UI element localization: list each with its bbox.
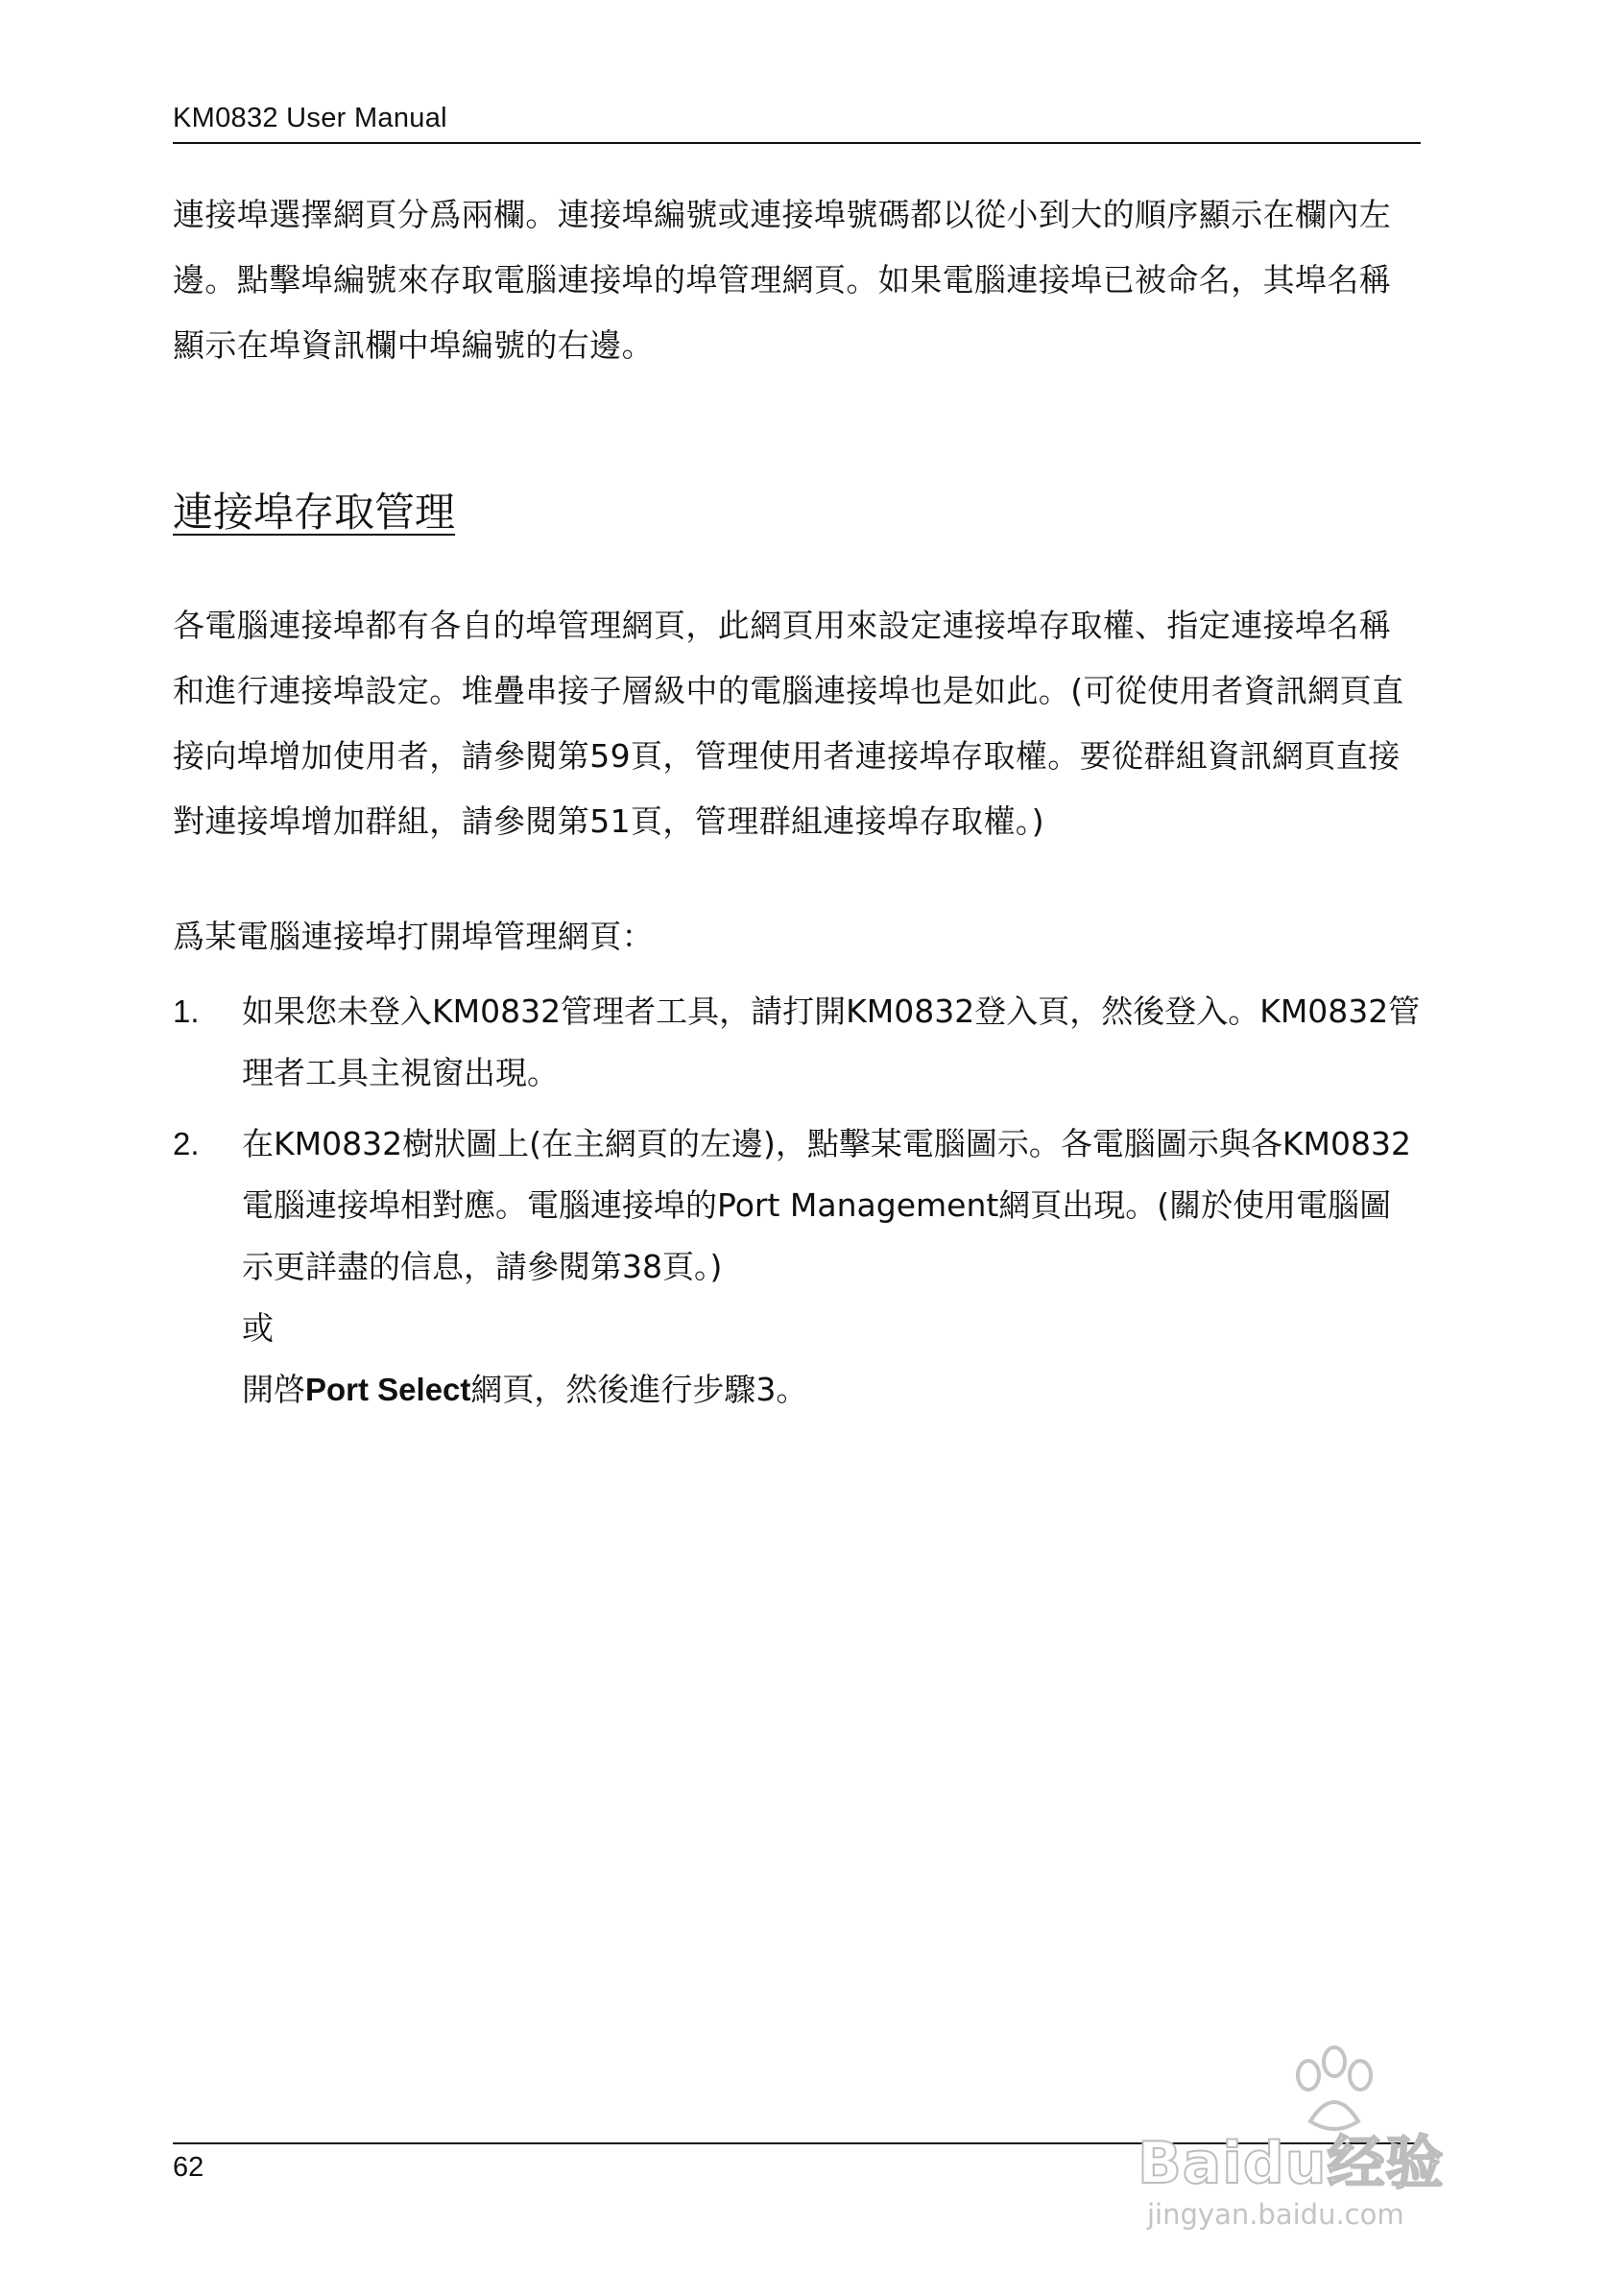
watermark-url: jingyan.baidu.com bbox=[1147, 2198, 1404, 2231]
watermark-brand: Baidu经验 bbox=[1138, 2130, 1445, 2197]
page-header bbox=[173, 100, 1421, 144]
step-alternative bbox=[242, 1359, 1421, 1421]
baidu-watermark bbox=[1138, 2045, 1521, 2236]
section-paragraph: 各電腦連接埠都有各自的埠管理網頁，此網頁用來設定連接埠存取權、指定連接埠名稱和進行連接埠設定。堆疊串接子層級中的電腦連接埠也是如此。(可從使用者資訊網頁直接向埠增加使用者，請參閱第59頁，管理使用者連接埠存取權。要從群組資訊網頁直接對連接埠增加群組，請參閱第51頁，管理群組連接埠存取權。) bbox=[173, 607, 1404, 840]
step-number: 1. bbox=[173, 993, 200, 1029]
paw-icon bbox=[1282, 2045, 1387, 2141]
section-heading: 連接埠存取管理 bbox=[173, 489, 456, 536]
step-text: 在KM0832樹狀圖上(在主網頁的左邊)，點擊某電腦圖示。各電腦圖示與各KM0832電腦連接埠相對應。電腦連接埠的Port Management網頁出現。(關於使用電腦圖示更詳盡的信息，請參閱第38頁。) bbox=[242, 1125, 1411, 1285]
step-number: 2. bbox=[173, 1126, 200, 1161]
page-content bbox=[173, 182, 1421, 1430]
manual-title: KM0832 User Manual bbox=[173, 103, 447, 133]
intro-paragraph: 連接埠選擇網頁分爲兩欄。連接埠編號或連接埠號碼都以從小到大的順序顯示在欄內左邊。點擊埠編號來存取電腦連接埠的埠管理網頁。如果電腦連接埠已被命名，其埠名稱顯示在埠資訊欄中埠編號的右邊。 bbox=[173, 196, 1392, 364]
step-text: 如果您未登入KM0832管理者工具，請打開KM0832登入頁，然後登入。KM0832管理者工具主視窗出現。 bbox=[242, 993, 1421, 1091]
step-item bbox=[173, 1113, 1421, 1421]
page-number: 62 bbox=[173, 2152, 204, 2183]
step-or-label: 或 bbox=[242, 1309, 274, 1347]
footer-rule bbox=[173, 2142, 1421, 2144]
port-select-label: Port Select bbox=[305, 1372, 471, 1407]
step-item bbox=[173, 981, 1421, 1104]
steps-list bbox=[173, 981, 1421, 1421]
step-alt-prefix: 開啓 bbox=[242, 1371, 305, 1408]
steps-intro: 爲某電腦連接埠打開埠管理網頁： bbox=[173, 918, 654, 955]
step-alt-suffix: 網頁，然後進行步驟3。 bbox=[470, 1371, 808, 1408]
